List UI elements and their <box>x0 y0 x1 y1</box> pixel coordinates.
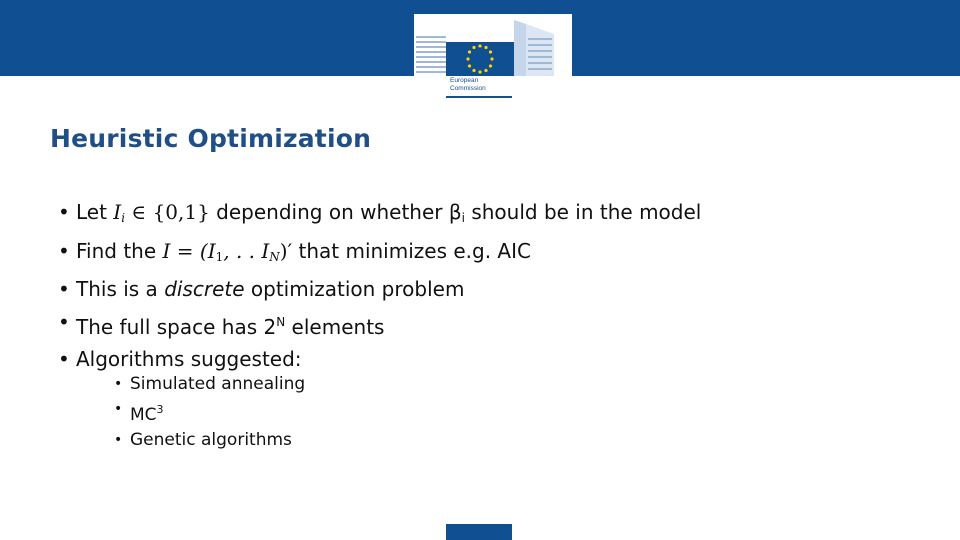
bullet2-middle: , . . I <box>223 238 270 263</box>
footer-tab <box>446 524 512 540</box>
bullet-list <box>58 196 701 453</box>
bullet4-text-after: elements <box>285 314 385 339</box>
sub-item-mc3 <box>114 397 701 428</box>
logo-underline <box>446 96 512 98</box>
sub-item-mc-text: MC <box>130 404 157 425</box>
bullet2-text: Find the <box>76 238 163 263</box>
slide-title: Heuristic Optimization <box>50 124 372 153</box>
bullet4-sup: N <box>276 314 286 329</box>
sub-item-genetic-algorithms: • Genetic algorithms <box>114 428 701 453</box>
bullet-let-i <box>58 196 701 235</box>
bullet-algorithms <box>58 343 701 453</box>
bullet4-text: The full space has 2 <box>76 314 277 339</box>
bullet2-text-after: that minimizes e.g. AIC <box>292 238 531 263</box>
bullet1-math <box>113 200 210 224</box>
bullet2-math-start: I = (I <box>162 238 216 263</box>
bullet1-text-after: depending on whether β <box>209 200 462 224</box>
logo-caption-line2: Commission <box>450 84 486 92</box>
sub-item-simulated-annealing: • Simulated annealing <box>114 372 701 397</box>
logo-caption-line1: European <box>450 77 479 84</box>
bullet-find-i <box>58 235 701 274</box>
sub-item-mc-sup: 3 <box>156 402 164 416</box>
bullet-full-space <box>58 306 701 344</box>
bullet-discrete <box>58 273 701 306</box>
bullet3-emphasis: discrete <box>164 277 245 301</box>
bullet2-sub1: 1 <box>215 249 224 264</box>
bullet3-text-after: optimization problem <box>244 277 465 301</box>
algorithm-sublist <box>76 372 701 453</box>
bullet1-var: I <box>113 200 122 224</box>
bullet1-set: ∈ {0,1} <box>125 200 210 224</box>
bullet2-subN: N <box>269 249 280 264</box>
logo-caption <box>450 77 512 92</box>
bullet1-text-end: should be in the model <box>464 200 702 224</box>
bullet2-close: )′ <box>279 238 293 263</box>
bullet1-text: Let <box>76 200 114 224</box>
bullet2-math <box>163 239 293 263</box>
bullet1-beta-sub: i <box>461 211 465 225</box>
bullet3-text: This is a <box>76 277 165 301</box>
bullet1-var-sub: i <box>121 211 126 225</box>
bullet5-text: Algorithms suggested: <box>76 347 302 371</box>
